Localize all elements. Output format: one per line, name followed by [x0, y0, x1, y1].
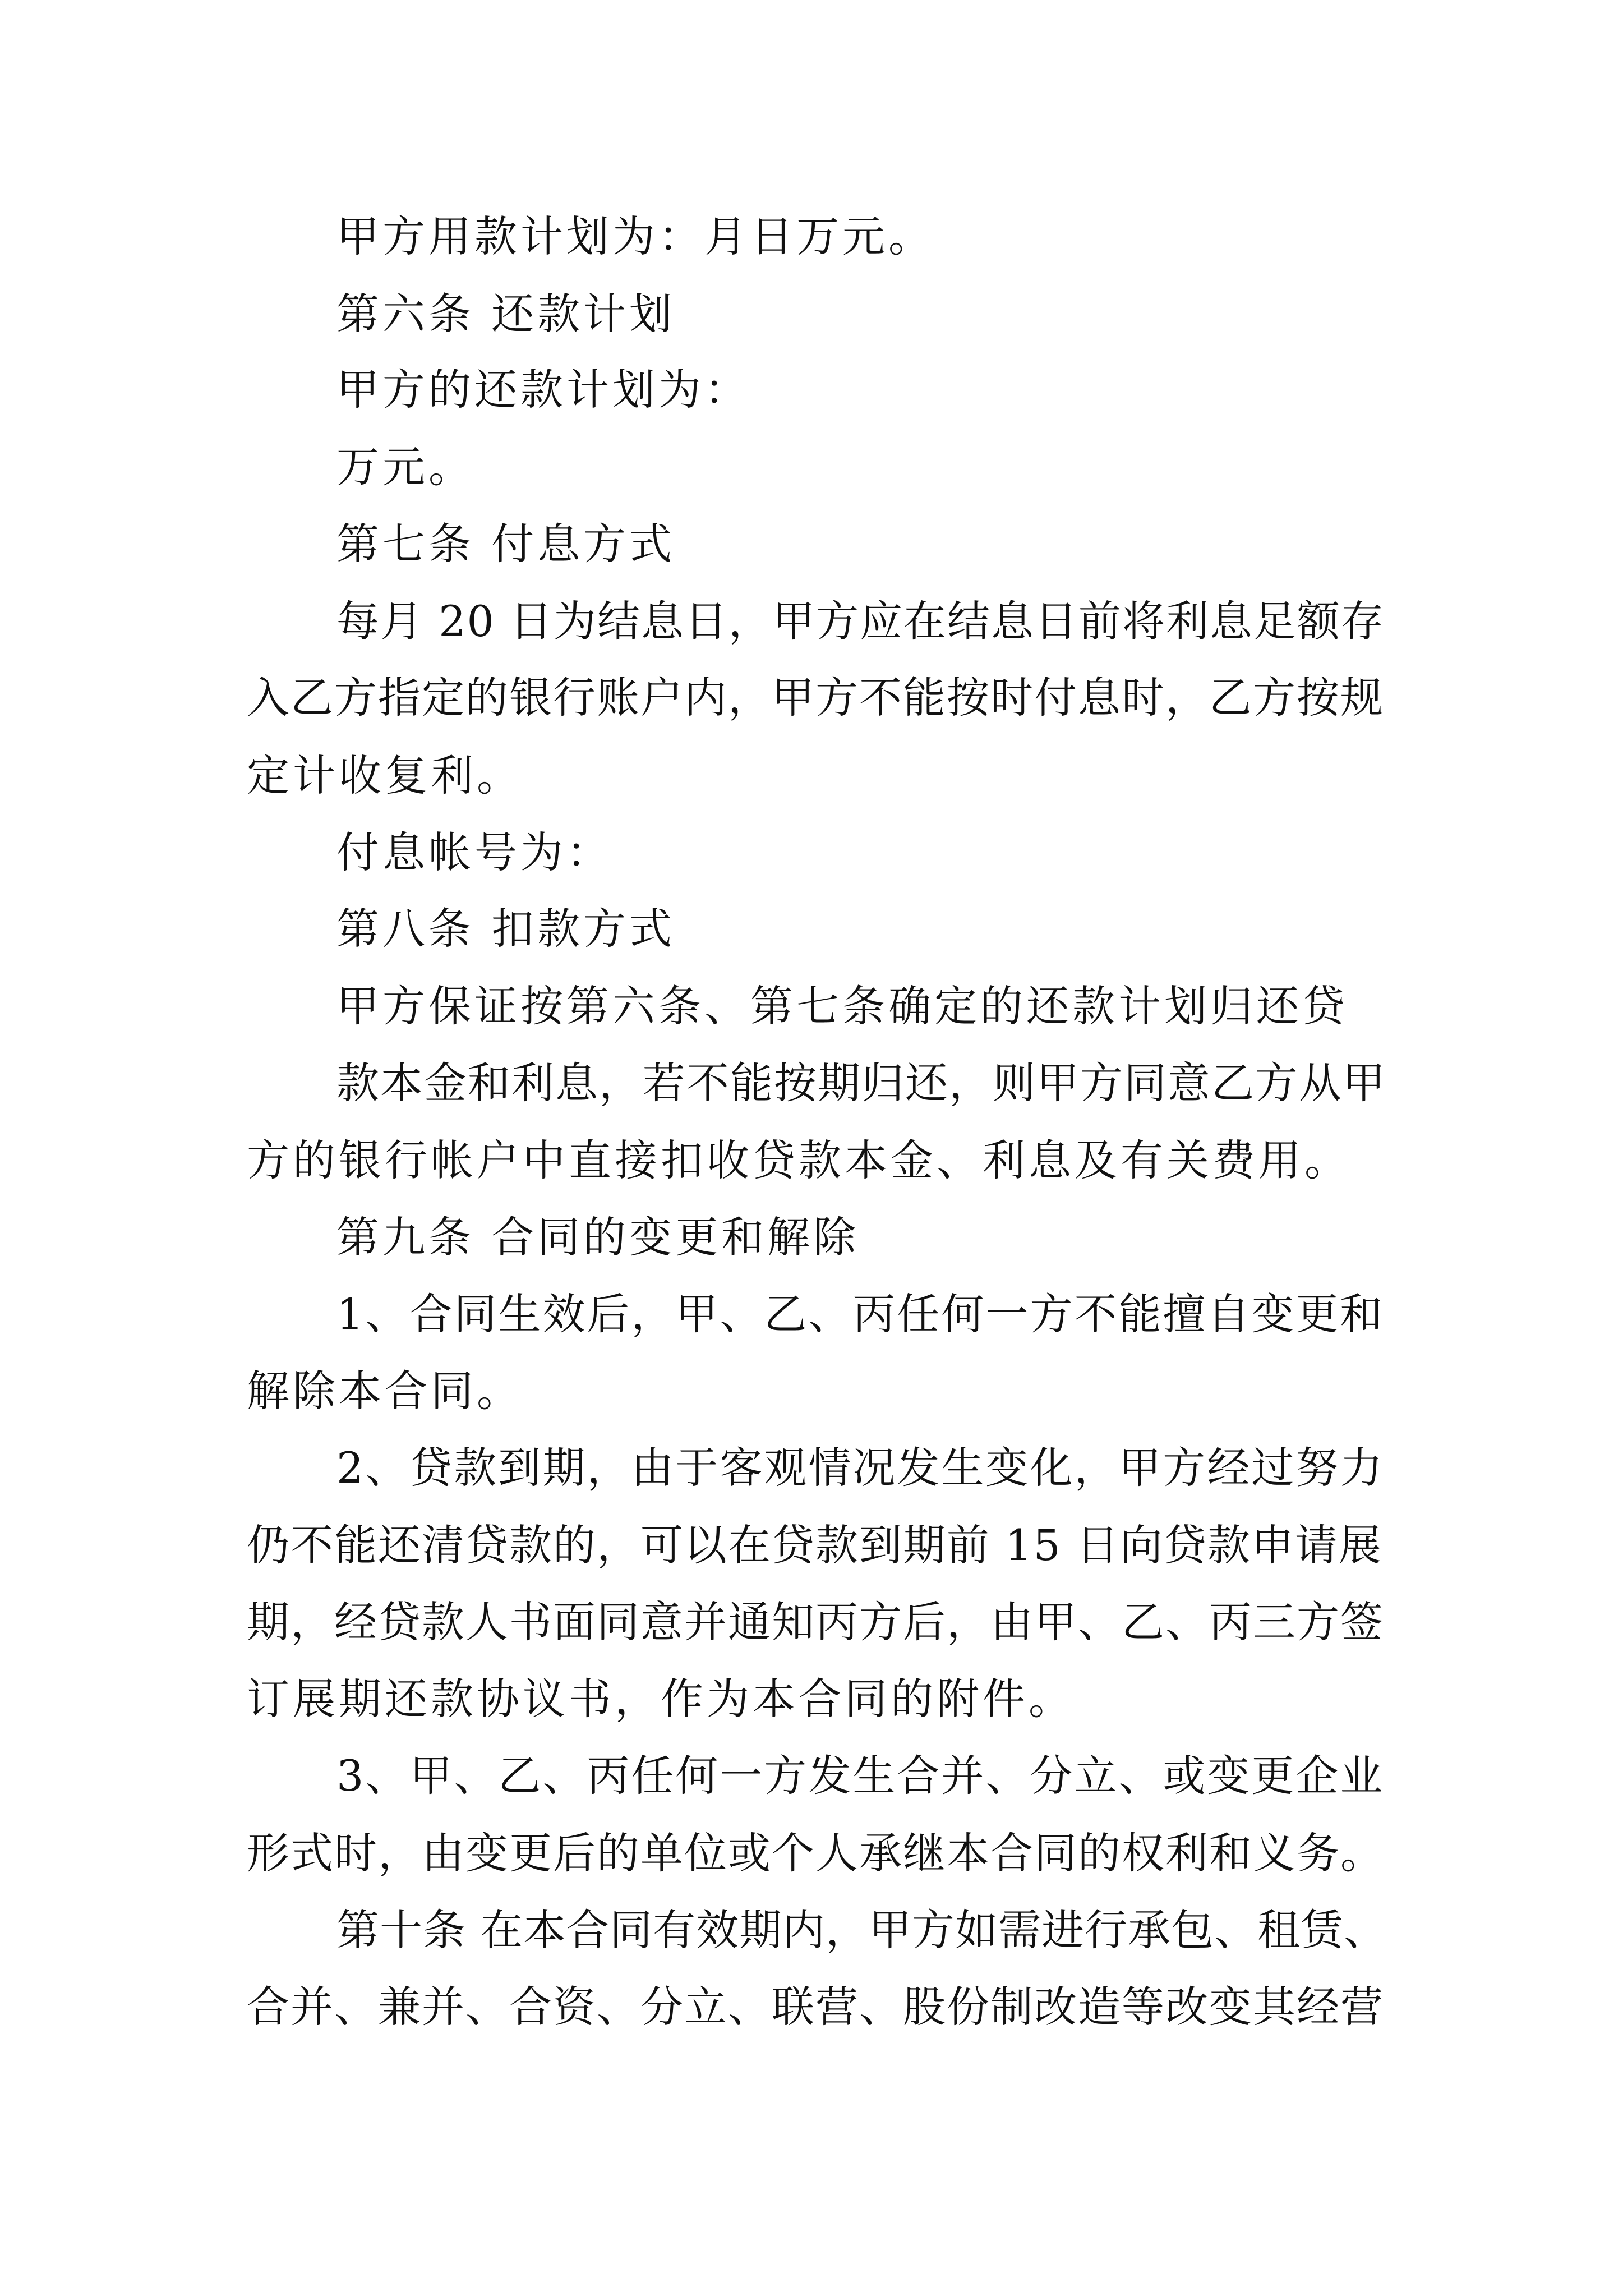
- text-line: 订展期还款协议书，作为本合同的附件。: [247, 1674, 1075, 1724]
- text-line: 款本金和利息，若不能按期归还，则甲方同意乙方从甲: [336, 1058, 1386, 1108]
- text-line: 甲方的还款计划为：: [336, 365, 750, 415]
- text-line: 定计收复利。: [247, 751, 523, 800]
- text-line: 解除本合同。: [247, 1366, 523, 1416]
- text-line: 合并、兼并、合资、分立、联营、股份制改造等改变其经营: [247, 1982, 1384, 2032]
- text-line: 甲方保证按第六条、第七条确定的还款计划归还贷: [336, 981, 1348, 1031]
- text-line: 2、贷款到期，由于客观情况发生变化，甲方经过努力: [336, 1443, 1385, 1493]
- text-line: 仍不能还清贷款的，可以在贷款到期前 15 日向贷款申请展: [247, 1520, 1383, 1570]
- text-line: 方的银行帐户中直接扣收贷款本金、利息及有关费用。: [247, 1135, 1350, 1185]
- text-line: 入乙方指定的银行账户内，甲方不能按时付息时，乙方按规: [247, 673, 1384, 723]
- text-line: 甲方用款计划为：月日万元。: [336, 211, 934, 261]
- article-heading: 第九条 合同的变更和解除: [336, 1212, 860, 1262]
- article-heading: 第六条 还款计划: [336, 289, 676, 339]
- text-line: 付息帐号为：: [336, 827, 612, 877]
- article-heading: 第八条 扣款方式: [336, 904, 676, 954]
- article-heading: 第七条 付息方式: [336, 519, 676, 569]
- text-line: 第十条 在本合同有效期内，甲方如需进行承包、租赁、: [336, 1905, 1387, 1955]
- text-line: 期，经贷款人书面同意并通知丙方后，由甲、乙、丙三方签: [247, 1597, 1384, 1647]
- text-line: 1、合同生效后，甲、乙、丙任何一方不能擅自变更和: [336, 1289, 1385, 1339]
- text-line: 形式时，由变更后的单位或个人承继本合同的权利和义务。: [247, 1828, 1384, 1878]
- text-line: 3、甲、乙、丙任何一方发生合并、分立、或变更企业: [336, 1751, 1385, 1801]
- text-line: 万元。: [336, 442, 474, 492]
- text-line: 每月 20 日为结息日，甲方应在结息日前将利息足额存: [336, 596, 1385, 646]
